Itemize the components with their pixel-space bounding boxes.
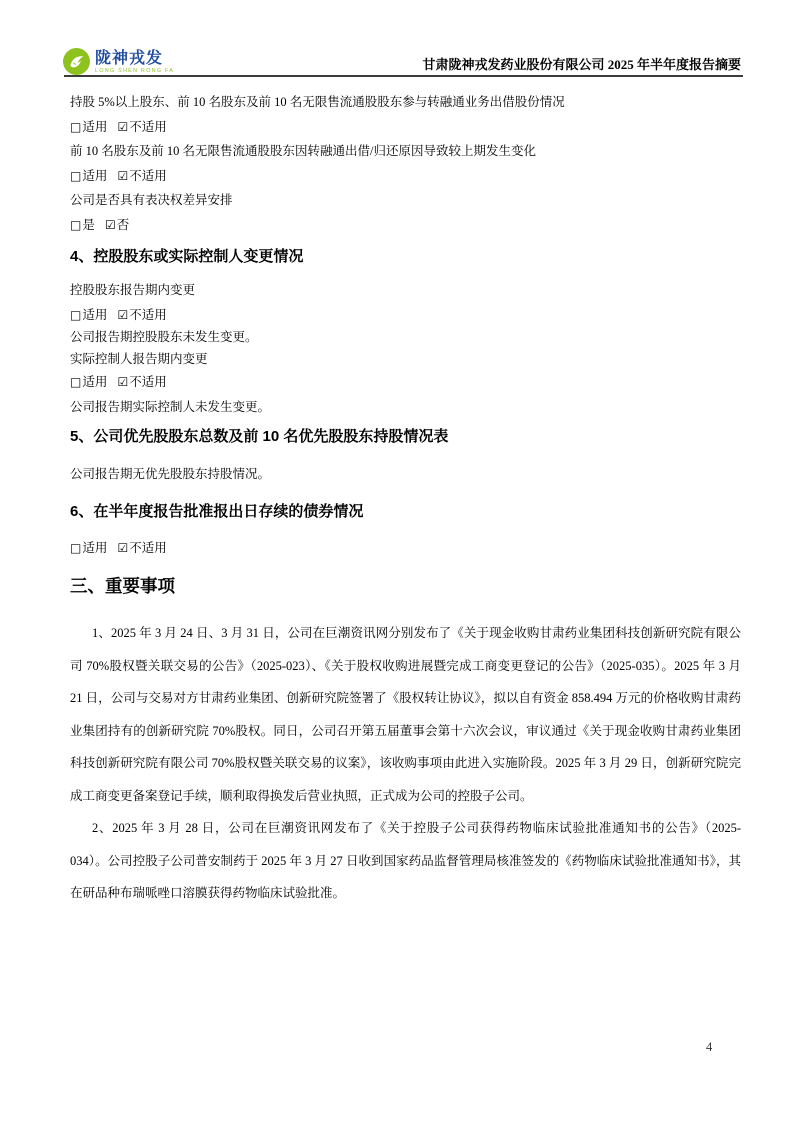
checkline-controlling-shareholder bbox=[70, 303, 741, 328]
statement-share-lending: 持股 5%以上股东、前 10 名股东及前 10 名无限售流通股股东参与转融通业务出借股份情况 bbox=[70, 95, 565, 109]
statement-controlling-shareholder-no-change: 公司报告期控股股东未发生变更。 bbox=[70, 330, 258, 344]
checkbox-no bbox=[105, 218, 129, 232]
checkbox-label: 不适用 bbox=[129, 307, 167, 322]
checkbox-yes bbox=[70, 218, 95, 232]
checkbox-not-applicable bbox=[117, 541, 166, 555]
heading-section-6: 6、在半年度报告批准报出日存续的债券情况 bbox=[70, 502, 364, 520]
unchecked-box-icon: □ bbox=[70, 540, 82, 555]
heading-major-matters: 三、重要事项 bbox=[70, 576, 175, 596]
heading-section-5: 5、公司优先股股东总数及前 10 名优先股股东持股情况表 bbox=[70, 428, 449, 445]
checkbox-not-applicable bbox=[117, 169, 166, 183]
checkbox-applicable bbox=[70, 120, 107, 134]
major-matters-paragraph-1: 1、2025 年 3 月 24 日、3 月 31 日，公司在巨潮资讯网分别发布了《关于现金收购甘肃药业集团科技创新研究院有限公司 70%股权暨关联交易的公告》（2025-023）、《关于股权收购进展暨完成工商变更登记的公告》（2025-035）。2025 年 3 月 21 日，公司与交易对方甘肃药业集团、创新研究院签署了《股权转让协议》，拟以自有资金 858.494 万元的价格收购甘肃药业集团持有的创新研究院 70%股权。同日，公司召开第五届董事会第十六次会议，审议通过《关于现金收购甘肃药业集团科技创新研究院有限公司 70%股权暨关联交易的议案》，该收购事项由此进入实施阶段。2025 年 3 月 29 日，创新研究院完成工商变更备案登记手续，顺利取得换发后营业执照，正式成为公司的控股子公司。 bbox=[70, 626, 741, 803]
report-content bbox=[0, 77, 793, 910]
checkbox-label: 适用 bbox=[82, 540, 108, 555]
checkbox-label: 是 bbox=[82, 217, 95, 232]
checkbox-label: 不适用 bbox=[129, 375, 167, 389]
checkbox-label: 适用 bbox=[82, 307, 108, 322]
logo-text bbox=[95, 48, 174, 75]
checkbox-applicable bbox=[70, 308, 107, 322]
heading-section-4: 4、控股股东或实际控制人变更情况 bbox=[70, 248, 304, 265]
logo-icon bbox=[63, 48, 90, 75]
checkbox-label: 适用 bbox=[82, 375, 108, 389]
page-number: 4 bbox=[706, 1040, 713, 1054]
checked-box-icon: ☑ bbox=[117, 168, 129, 183]
checkbox-label: 不适用 bbox=[129, 168, 167, 183]
statement-top10-change: 前 10 名股东及前 10 名无限售流通股股东因转融通出借/归还原因导致较上期发生变化 bbox=[70, 144, 536, 158]
checkline-actual-controller bbox=[70, 370, 741, 395]
checked-box-icon: ☑ bbox=[117, 375, 129, 389]
checkbox-applicable bbox=[70, 375, 107, 389]
checked-box-icon: ☑ bbox=[104, 217, 116, 232]
statement-actual-controller-no-change: 公司报告期实际控制人未发生变更。 bbox=[70, 399, 271, 414]
checkbox-label: 不适用 bbox=[129, 540, 167, 555]
checked-box-icon: ☑ bbox=[117, 307, 129, 322]
report-title: 甘肃陇神戎发药业股份有限公司 2025 年半年度报告摘要 bbox=[422, 57, 741, 72]
unchecked-box-icon: □ bbox=[70, 119, 82, 134]
checkline-share-lending bbox=[70, 115, 741, 140]
unchecked-box-icon: □ bbox=[70, 307, 82, 322]
checked-box-icon: ☑ bbox=[117, 119, 129, 134]
checkbox-label: 适用 bbox=[82, 119, 108, 134]
page-header bbox=[0, 0, 793, 75]
checkbox-not-applicable bbox=[117, 308, 166, 322]
checkbox-applicable bbox=[70, 169, 107, 183]
checkbox-not-applicable bbox=[117, 120, 166, 134]
statement-actual-controller-change: 实际控制人报告期内变更 bbox=[70, 351, 208, 366]
checkline-voting-rights bbox=[70, 213, 741, 238]
unchecked-box-icon: □ bbox=[70, 217, 82, 232]
checked-box-icon: ☑ bbox=[117, 540, 129, 555]
major-matters-paragraph-2: 2、2025 年 3 月 28 日，公司在巨潮资讯网发布了《关于控股子公司获得药物临床试验批准通知书的公告》（2025-034）。公司控股子公司普安制药于 2025 年 3 月 27 日收到国家药品监督管理局核准签发的《药物临床试验批准通知书》，其在研品种布瑞哌唑口溶膜获得药物临床试验批准。 bbox=[70, 821, 741, 900]
checkbox-not-applicable bbox=[117, 375, 166, 389]
statement-preferred-shares: 公司报告期无优先股股东持股情况。 bbox=[70, 467, 271, 481]
company-logo bbox=[63, 48, 174, 75]
checkbox-label: 不适用 bbox=[129, 119, 167, 134]
checkbox-label: 适用 bbox=[82, 168, 108, 183]
unchecked-box-icon: □ bbox=[70, 168, 82, 183]
statement-voting-rights: 公司是否具有表决权差异安排 bbox=[70, 193, 233, 207]
checkline-bonds bbox=[70, 536, 741, 561]
checkbox-applicable bbox=[70, 541, 107, 555]
checkbox-label: 否 bbox=[116, 217, 130, 232]
brand-name-cn: 陇神戎发 bbox=[95, 50, 164, 67]
unchecked-box-icon: □ bbox=[70, 375, 82, 389]
checkline-top10-change bbox=[70, 164, 741, 189]
brand-name-en: LONG SHEN RONG FA bbox=[95, 68, 175, 74]
statement-controlling-shareholder-change: 控股股东报告期内变更 bbox=[70, 283, 196, 297]
